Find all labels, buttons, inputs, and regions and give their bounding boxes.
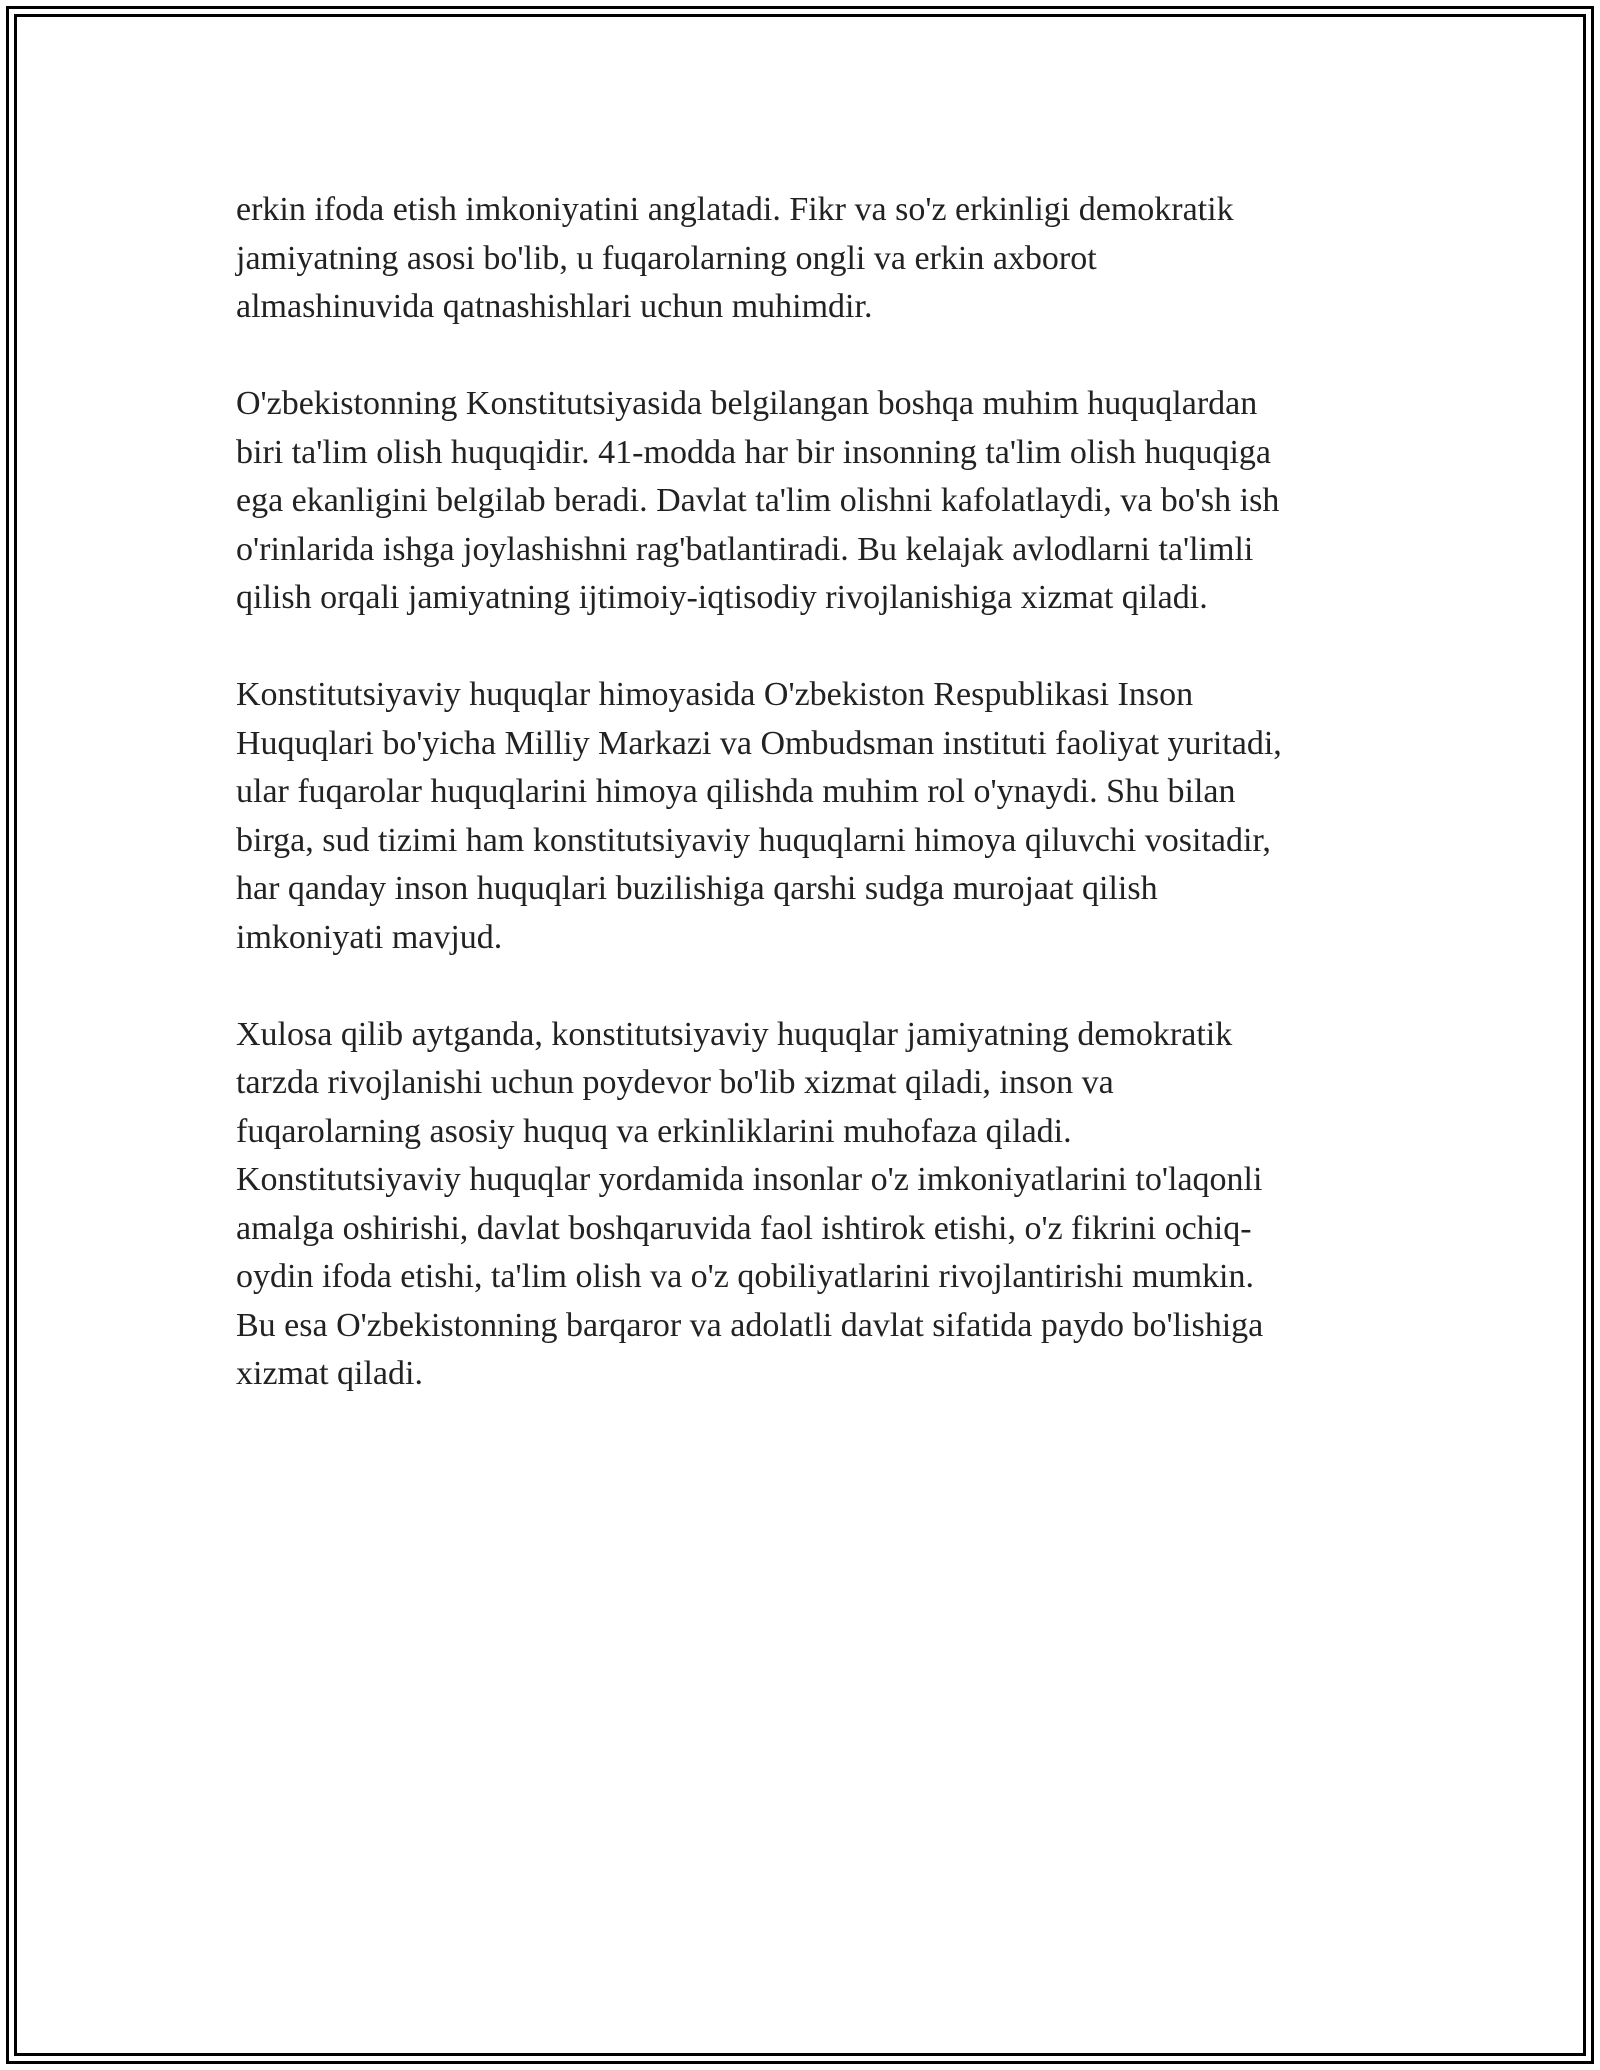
paragraph-4 <box>236 1011 1376 1399</box>
document-body <box>236 186 1376 1447</box>
text-line: oydin ifoda etishi, ta'lim olish va o'z qobiliyatlarini rivojlantirishi mumkin. <box>236 1258 1254 1295</box>
text-line: tarzda rivojlanishi uchun poydevor bo'lib xizmat qiladi, inson va <box>236 1064 1114 1101</box>
text-line: qilish orqali jamiyatning ijtimoiy-iqtisodiy rivojlanishiga xizmat qiladi. <box>236 579 1208 616</box>
text-line: Konstitutsiyaviy huquqlar yordamida insonlar o'z imkoniyatlarini to'laqonli <box>236 1161 1263 1198</box>
paragraph-1 <box>236 186 1376 332</box>
text-line: birga, sud tizimi ham konstitutsiyaviy huquqlarni himoya qiluvchi vositadir, <box>236 821 1271 859</box>
text-line: Bu esa O'zbekistonning barqaror va adolatli davlat sifatida paydo bo'lishiga <box>236 1306 1264 1344</box>
text-line: Xulosa qilib aytganda, konstitutsiyaviy huquqlar jamiyatning demokratik <box>236 1015 1233 1053</box>
paragraph-3 <box>236 671 1376 962</box>
text-line: Huquqlari bo'yicha Milliy Markazi va Ombudsman instituti faoliyat yuritadi, <box>236 724 1282 762</box>
text-line: har qanday inson huquqlari buzilishiga qarshi sudga murojaat qilish <box>236 870 1158 907</box>
text-line: almashinuvida qatnashishlari uchun muhimdir. <box>236 288 873 325</box>
text-line: Konstitutsiyaviy huquqlar himoyasida O'zbekiston Respublikasi Inson <box>236 676 1194 713</box>
paragraph-2 <box>236 380 1376 623</box>
text-line: fuqarolarning asosiy huquq va erkinliklarini muhofaza qiladi. <box>236 1112 1072 1150</box>
text-line: ular fuqarolar huquqlarini himoya qilishda muhim rol o'ynaydi. Shu bilan <box>236 773 1236 810</box>
text-line: amalga oshirishi, davlat boshqaruvida faol ishtirok etishi, o'z fikrini ochiq- <box>236 1209 1252 1247</box>
text-line: jamiyatning asosi bo'lib, u fuqarolarning ongli va erkin axborot <box>236 239 1097 277</box>
text-line: xizmat qiladi. <box>236 1355 423 1392</box>
text-line: ega ekanligini belgilab beradi. Davlat ta'lim olishni kafolatlaydi, va bo'sh ish <box>236 482 1280 519</box>
text-line: biri ta'lim olish huquqidir. 41-modda har bir insonning ta'lim olish huquqiga <box>236 433 1272 471</box>
text-line: o'rinlarida ishga joylashishni rag'batlantiradi. Bu kelajak avlodlarni ta'limli <box>236 530 1254 568</box>
text-line: O'zbekistonning Konstitutsiyasida belgilangan boshqa muhim huquqlardan <box>236 385 1258 422</box>
text-line: imkoniyati mavjud. <box>236 918 503 956</box>
text-line: erkin ifoda etish imkoniyatini anglatadi. Fikr va so'z erkinligi demokratik <box>236 191 1234 228</box>
